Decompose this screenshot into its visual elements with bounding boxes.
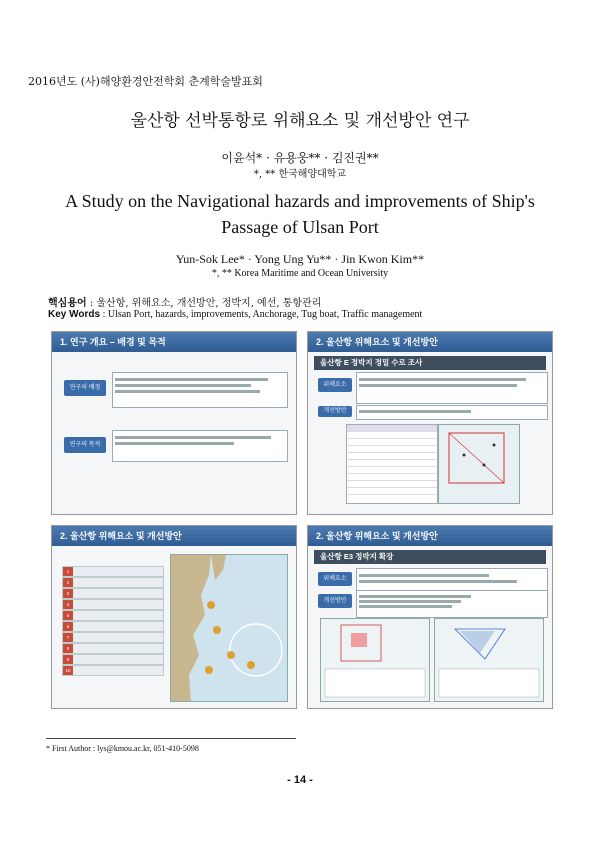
keywords-korean-label: 핵심용어 bbox=[48, 298, 87, 309]
slide-3-list-item: 3 bbox=[62, 588, 164, 599]
slide-3-list-item: 10 bbox=[62, 665, 164, 676]
slide-3-list-item: 6 bbox=[62, 621, 164, 632]
slide-4-title: 2. 울산항 위해요소 및 개선방안 bbox=[308, 526, 552, 546]
keywords-korean bbox=[48, 294, 321, 309]
slide-2-survey-table bbox=[346, 424, 438, 504]
footnote: * First Author : lys@kmou.ac.kr, 051-410-5098 bbox=[46, 744, 199, 753]
korean-affiliation: *, ** 한국해양대학교 bbox=[253, 169, 347, 180]
english-affiliation: *, ** Korea Maritime and Ocean University bbox=[211, 268, 389, 279]
slide-1-purpose-text bbox=[112, 430, 288, 462]
slide-3-list-item: 8 bbox=[62, 643, 164, 654]
slide-2 bbox=[307, 331, 553, 515]
slide-4-box-improvement: 개선방안 bbox=[318, 594, 352, 608]
korean-authors: 이윤석* · 유용웅** · 김진권** bbox=[221, 151, 379, 165]
slide-3 bbox=[51, 525, 297, 709]
slide-3-list-item: 1 bbox=[62, 566, 164, 577]
slide-2-box-improvement: 개선방안 bbox=[318, 406, 352, 417]
slide-4-improvement-text bbox=[356, 590, 548, 618]
keywords-english bbox=[48, 309, 422, 320]
page-number: - 14 - bbox=[287, 774, 313, 786]
slide-2-survey-chart bbox=[438, 424, 520, 504]
footnote-divider bbox=[46, 738, 296, 739]
slide-3-list-item: 2 bbox=[62, 577, 164, 588]
slide-2-box-hazard: 위해요소 bbox=[318, 378, 352, 392]
english-title: A Study on the Navigational hazards and improvements of Ship's Passage of Ulsan Port bbox=[65, 191, 535, 237]
slide-3-port-map bbox=[170, 554, 288, 702]
keywords-english-label: Key Words bbox=[48, 309, 101, 320]
slide-2-chart-graphic bbox=[439, 425, 519, 503]
keywords-english-text: : Ulsan Port, hazards, improvements, Anchorage, Tug boat, Traffic management bbox=[102, 309, 423, 320]
slide-4-hazard-text bbox=[356, 568, 548, 592]
slide-3-list-item: 4 bbox=[62, 599, 164, 610]
slide-1-box-background: 연구의 배경 bbox=[64, 380, 106, 396]
slide-2-title: 2. 울산항 위해요소 및 개선방안 bbox=[308, 332, 552, 352]
slide-2-improvement-text bbox=[356, 405, 548, 420]
keywords-korean-text: : 울산항, 위해요소, 개선방안, 정박지, 예선, 통항관리 bbox=[89, 298, 322, 309]
slide-2-subtitle: 울산항 E 정박지 정밀 수로 조사 bbox=[314, 356, 546, 370]
korean-title: 울산항 선박통항로 위해요소 및 개선방안 연구 bbox=[130, 111, 470, 131]
slide-4 bbox=[307, 525, 553, 709]
slide-3-list-item: 7 bbox=[62, 632, 164, 643]
slide-1-box-purpose: 연구의 목적 bbox=[64, 437, 106, 453]
slide-4-right-graphic bbox=[435, 619, 543, 701]
slide-1-title: 1. 연구 개요 – 배경 및 목적 bbox=[52, 332, 296, 352]
conference-name: 2016년도 (사)해양환경안전학회 춘계학술발표회 bbox=[28, 75, 263, 88]
slide-4-subtitle: 울산항 E3 정박지 확장 bbox=[314, 550, 546, 564]
slide-1 bbox=[51, 331, 297, 515]
slide-3-list-item: 5 bbox=[62, 610, 164, 621]
slide-4-chart-left bbox=[320, 618, 430, 702]
english-authors: Yun-Sok Lee* · Yong Ung Yu** · Jin Kwon Kim** bbox=[175, 252, 425, 266]
slide-3-map-graphic bbox=[171, 555, 287, 701]
slide-3-title: 2. 울산항 위해요소 및 개선방안 bbox=[52, 526, 296, 546]
slide-3-list-item: 9 bbox=[62, 654, 164, 665]
slide-4-left-graphic bbox=[321, 619, 429, 701]
slide-4-chart-right bbox=[434, 618, 544, 702]
slide-2-hazard-text bbox=[356, 372, 548, 404]
slide-1-background-text bbox=[112, 372, 288, 408]
slide-4-box-hazard: 위해요소 bbox=[318, 572, 352, 586]
